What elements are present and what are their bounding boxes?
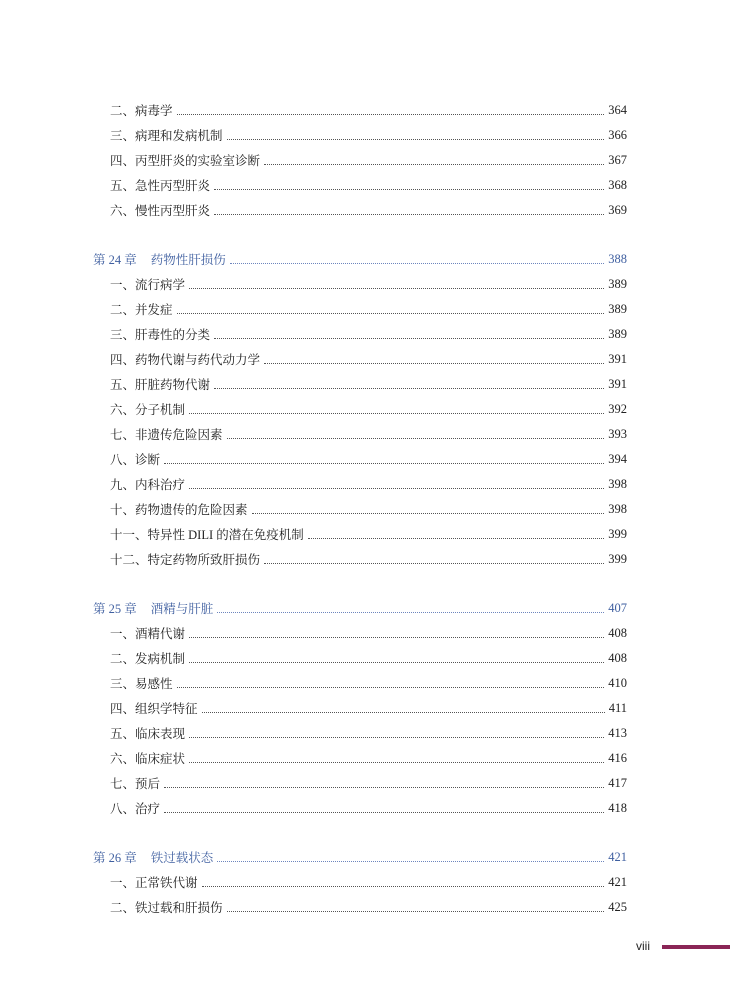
- chapter-page: 407: [608, 600, 627, 615]
- chapter-name: 铁过载状态: [150, 851, 214, 865]
- toc-entry[interactable]: [0, 100, 730, 120]
- leader-dots: [189, 762, 604, 763]
- leader-dots: [189, 637, 604, 638]
- toc-entry-page: 367: [608, 152, 627, 167]
- toc-entry[interactable]: [0, 449, 730, 469]
- leader-dots: [308, 538, 605, 539]
- toc-entry-page: 398: [608, 501, 627, 516]
- toc-entry-page: 411: [608, 700, 627, 715]
- toc-entry-label: 十、药物遗传的危险因素: [110, 503, 248, 517]
- toc-entry-page: 392: [608, 401, 627, 416]
- toc-entry-label: 三、易感性: [110, 677, 173, 691]
- toc-entry-page: 408: [608, 650, 627, 665]
- chapter-name: 药物性肝损伤: [150, 253, 226, 267]
- toc-entry[interactable]: [0, 773, 730, 793]
- toc-entry-page: 391: [608, 351, 627, 366]
- toc-entry-label: 九、内科治疗: [110, 478, 186, 492]
- leader-dots: [214, 388, 604, 389]
- toc-entry[interactable]: [0, 897, 730, 917]
- toc-entry[interactable]: [0, 374, 730, 394]
- toc-entry-page: 369: [608, 202, 627, 217]
- leader-dots: [227, 911, 605, 912]
- leader-dots: [214, 214, 604, 215]
- toc-entry-label: 六、慢性丙型肝炎: [110, 204, 211, 218]
- toc-entry-page: 399: [608, 551, 627, 566]
- leader-dots: [264, 563, 604, 564]
- toc-entry[interactable]: [0, 648, 730, 668]
- leader-dots: [189, 737, 604, 738]
- toc-entry[interactable]: [0, 798, 730, 818]
- toc-entry[interactable]: [0, 274, 730, 294]
- toc-chapter-heading[interactable]: [0, 249, 730, 269]
- chapter-title: [93, 848, 215, 866]
- toc-entry-page: 389: [608, 276, 627, 291]
- toc-entry-label: 五、肝脏药物代谢: [110, 378, 211, 392]
- toc-entry-page: 418: [608, 800, 627, 815]
- toc-entry-page: 410: [608, 675, 627, 690]
- toc-entry-label: 四、组织学特征: [110, 702, 198, 716]
- leader-dots: [164, 787, 604, 788]
- toc-entry-page: 368: [608, 177, 627, 192]
- toc-chapter-heading[interactable]: [0, 847, 730, 867]
- leader-dots: [164, 812, 604, 813]
- leader-dots: [227, 438, 605, 439]
- leader-dots: [217, 861, 604, 862]
- toc-entry-page: 399: [608, 526, 627, 541]
- chapter-title: [93, 599, 215, 617]
- toc-entry-label: 五、临床表现: [110, 727, 186, 741]
- leader-dots: [177, 114, 605, 115]
- toc-entry-page: 417: [608, 775, 627, 790]
- leader-dots: [214, 338, 604, 339]
- toc-entry[interactable]: [0, 748, 730, 768]
- toc-entry-label: 二、并发症: [110, 303, 173, 317]
- leader-dots: [217, 612, 604, 613]
- chapter-page: 421: [608, 849, 627, 864]
- toc-entry[interactable]: [0, 299, 730, 319]
- toc-entry[interactable]: [0, 549, 730, 569]
- chapter-page: 388: [608, 251, 627, 266]
- leader-dots: [189, 413, 604, 414]
- leader-dots: [177, 687, 605, 688]
- toc-entry[interactable]: [0, 723, 730, 743]
- toc-entry[interactable]: [0, 150, 730, 170]
- footer-accent-bar: [662, 945, 730, 949]
- toc-entry-label: 二、铁过载和肝损伤: [110, 901, 223, 915]
- toc-entry-label: 七、预后: [110, 777, 161, 791]
- toc-entry-page: 421: [608, 874, 627, 889]
- leader-dots: [264, 164, 604, 165]
- toc-entry-page: 413: [608, 725, 627, 740]
- leader-dots: [202, 886, 605, 887]
- toc-entry-label: 二、病毒学: [110, 104, 173, 118]
- toc-entry[interactable]: [0, 125, 730, 145]
- toc-entry-page: 391: [608, 376, 627, 391]
- toc-entry[interactable]: [0, 349, 730, 369]
- toc-entry-label: 二、发病机制: [110, 652, 186, 666]
- leader-dots: [189, 488, 604, 489]
- chapter-number: 第 25 章: [93, 602, 137, 616]
- toc-entry[interactable]: [0, 673, 730, 693]
- leader-dots: [189, 662, 604, 663]
- page-number: viii: [636, 939, 650, 953]
- toc-entry-label: 十二、特定药物所致肝损伤: [110, 553, 261, 567]
- toc-entry[interactable]: [0, 424, 730, 444]
- toc-entry-page: 366: [608, 127, 627, 142]
- leader-dots: [177, 313, 605, 314]
- toc-entry[interactable]: [0, 872, 730, 892]
- toc-entry[interactable]: [0, 324, 730, 344]
- toc-entry-page: 394: [608, 451, 627, 466]
- leader-dots: [214, 189, 604, 190]
- chapter-number: 第 24 章: [93, 253, 137, 267]
- toc-entry[interactable]: [0, 499, 730, 519]
- toc-entry[interactable]: [0, 524, 730, 544]
- toc-entry[interactable]: [0, 474, 730, 494]
- toc-entry-label: 七、非遗传危险因素: [110, 428, 223, 442]
- toc-entry-label: 三、肝毒性的分类: [110, 328, 211, 342]
- toc-entry-page: 389: [608, 301, 627, 316]
- toc-entry[interactable]: [0, 698, 730, 718]
- leader-dots: [164, 463, 604, 464]
- toc-entry-page: 389: [608, 326, 627, 341]
- toc-chapter-heading[interactable]: [0, 598, 730, 618]
- toc-entry-page: 416: [608, 750, 627, 765]
- toc-entry-label: 六、分子机制: [110, 403, 186, 417]
- toc-entry-label: 四、药物代谢与药代动力学: [110, 353, 261, 367]
- chapter-number: 第 26 章: [93, 851, 137, 865]
- toc-entry-page: 425: [608, 899, 627, 914]
- chapter-name: 酒精与肝脏: [150, 602, 214, 616]
- toc-entry-label: 四、丙型肝炎的实验室诊断: [110, 154, 261, 168]
- leader-dots: [189, 288, 604, 289]
- toc-entry-label: 一、酒精代谢: [110, 627, 186, 641]
- leader-dots: [252, 513, 605, 514]
- toc-entry-label: 十一、特异性 DILI 的潜在免疫机制: [110, 528, 304, 542]
- toc-entry-label: 一、正常铁代谢: [110, 876, 198, 890]
- toc-entry-label: 八、治疗: [110, 802, 161, 816]
- toc-entry-label: 八、诊断: [110, 453, 161, 467]
- toc-entry[interactable]: [0, 399, 730, 419]
- toc-entry-label: 五、急性丙型肝炎: [110, 179, 211, 193]
- leader-dots: [202, 712, 605, 713]
- toc-entry-label: 一、流行病学: [110, 278, 186, 292]
- leader-dots: [264, 363, 604, 364]
- toc-entry[interactable]: [0, 175, 730, 195]
- toc-entry-page: 408: [608, 625, 627, 640]
- chapter-title: [93, 250, 228, 268]
- toc-entry[interactable]: [0, 200, 730, 220]
- toc-entry-page: 398: [608, 476, 627, 491]
- leader-dots: [227, 139, 605, 140]
- toc-entry-page: 393: [608, 426, 627, 441]
- leader-dots: [230, 263, 604, 264]
- toc-entry-label: 三、病理和发病机制: [110, 129, 223, 143]
- toc-entry-page: 364: [608, 102, 627, 117]
- toc-entry-label: 六、临床症状: [110, 752, 186, 766]
- toc-entry[interactable]: [0, 623, 730, 643]
